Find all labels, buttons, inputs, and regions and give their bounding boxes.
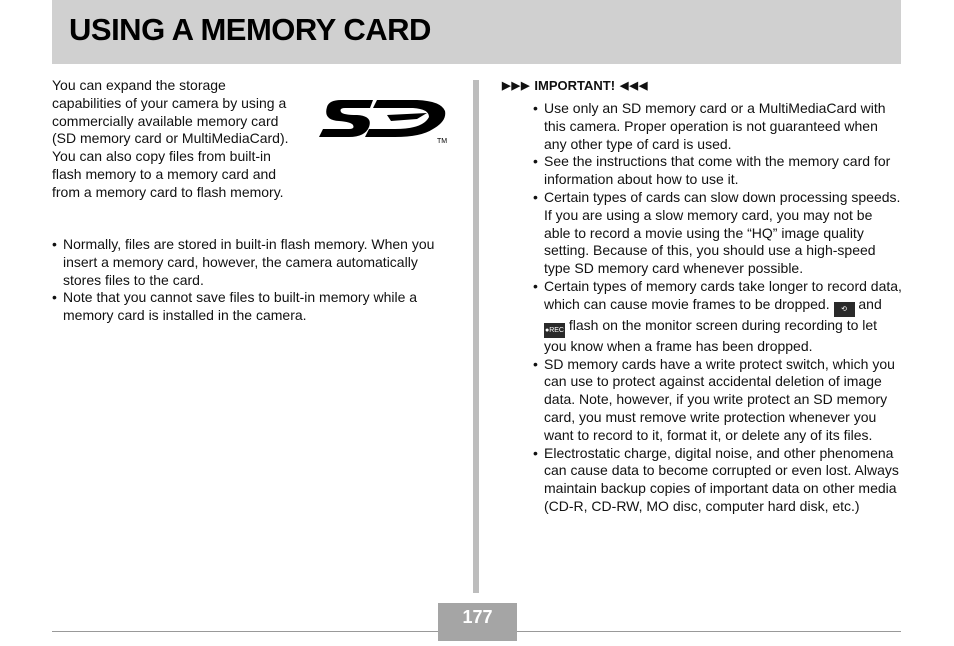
list-item: • Electrostatic charge, digital noise, and other phenomena can cause data to become corrupted or even lost. Always maintain backup copies of important data on other media (CD-R, CD-RW, MO disc, computer hard disk, etc.) bbox=[533, 445, 902, 516]
right-arrows-icon: ▶ ▶ ▶ bbox=[502, 79, 530, 92]
frames-text-2: flash on the monitor screen during recording to let you know when a frame has been dropped. bbox=[544, 316, 878, 354]
dropped-frame-icon: ⟲ bbox=[834, 302, 855, 317]
list-item: • Normally, files are stored in built-in flash memory. When you insert a memory card, however, the camera automatically stores files to the card. bbox=[52, 236, 452, 289]
frames-text-1: Certain types of memory cards take longer to record data, which can cause movie frames to be dropped. bbox=[544, 277, 902, 312]
list-item bbox=[533, 278, 902, 356]
left-bullet-list bbox=[52, 236, 452, 325]
left-column bbox=[52, 77, 452, 324]
sd-logo-tm: TM bbox=[437, 138, 448, 145]
important-bullet-list bbox=[502, 100, 902, 516]
list-item: • Note that you cannot save files to built-in memory while a memory card is installed in the camera. bbox=[52, 289, 452, 325]
page-title: USING A MEMORY CARD bbox=[69, 12, 431, 47]
important-label: IMPORTANT! bbox=[534, 78, 616, 94]
important-heading bbox=[502, 77, 902, 95]
right-column bbox=[502, 77, 902, 516]
left-arrows-icon: ◀ ◀ ◀ bbox=[620, 79, 648, 92]
frames-text-and: and bbox=[858, 295, 882, 312]
column-divider bbox=[473, 80, 479, 593]
intro-paragraph: You can expand the storage capabilities of your camera by using a commercially available memory card (SD memory card or MultiMediaCard). You can also copy files from built-in flash memory to a memory card and from a memory card to flash memory. bbox=[52, 77, 289, 200]
list-item: • See the instructions that come with the memory card for information about how to use it. bbox=[533, 153, 902, 189]
list-item: • Use only an SD memory card or a MultiMediaCard with this camera. Proper operation is not guaranteed when any other type of card is used. bbox=[533, 100, 902, 153]
list-item: • SD memory cards have a write protect switch, which you can use to protect against accidental deletion of image data. Note, however, if you write protect an SD memory card, you must remove write protection whenever you want to record to it, format it, or delete any of its files. bbox=[533, 356, 902, 445]
page-header bbox=[52, 0, 901, 64]
sd-logo bbox=[317, 97, 453, 145]
page-number: 177 bbox=[438, 603, 517, 641]
rec-icon: ●REC bbox=[544, 323, 565, 338]
list-item: • Certain types of cards can slow down processing speeds. If you are using a slow memory card, you may not be able to record a movie using the “HQ” image quality setting. Because of this, you should use a high-speed type SD memory card whenever possible. bbox=[533, 189, 902, 278]
